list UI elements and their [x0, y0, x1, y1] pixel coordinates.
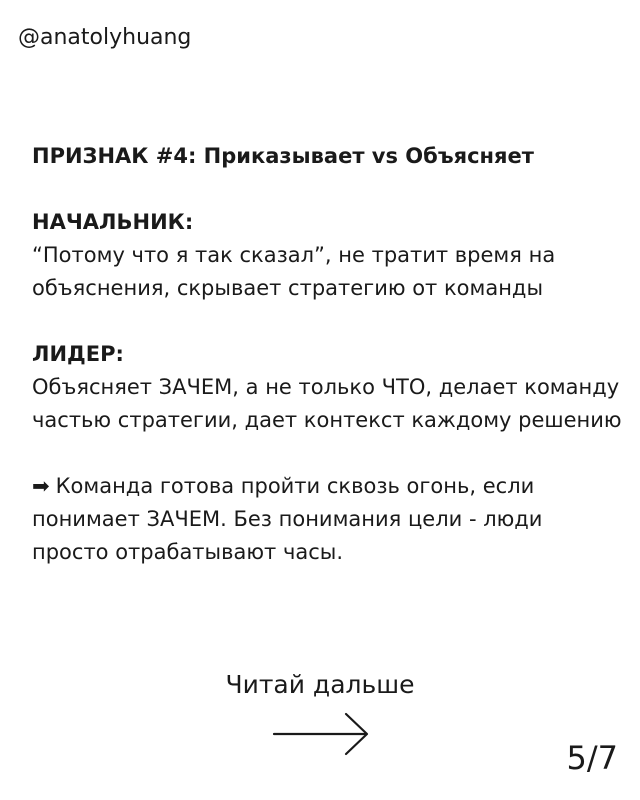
- leader-label: ЛИДЕР:: [32, 342, 124, 366]
- right-arrow-icon: ➡: [32, 474, 50, 498]
- read-more-link[interactable]: Читай дальше: [225, 670, 415, 699]
- long-right-arrow-icon[interactable]: [272, 712, 372, 756]
- page-counter: 5/7: [566, 739, 618, 777]
- author-handle: @anatolyhuang: [18, 25, 192, 50]
- boss-label: НАЧАЛЬНИК:: [32, 210, 194, 234]
- conclusion-text: Команда готова пройти сквозь огонь, если понимает ЗАЧЕМ. Без понимания цели - люди просто отрабатывают часы.: [32, 474, 543, 564]
- boss-section: [32, 206, 622, 305]
- leader-text: Объясняет ЗАЧЕМ, а не только ЧТО, делает команду частью стратегии, дает контекст каждому решению: [32, 375, 622, 432]
- leader-section: [32, 338, 622, 437]
- slide-content: [32, 140, 622, 569]
- conclusion: [32, 470, 622, 569]
- slide-title: ПРИЗНАК #4: Приказывает vs Объясняет: [32, 144, 534, 168]
- read-more: [0, 668, 640, 702]
- boss-text: “Потому что я так сказал”, не тратит время на объяснения, скрывает стратегию от команды: [32, 243, 556, 300]
